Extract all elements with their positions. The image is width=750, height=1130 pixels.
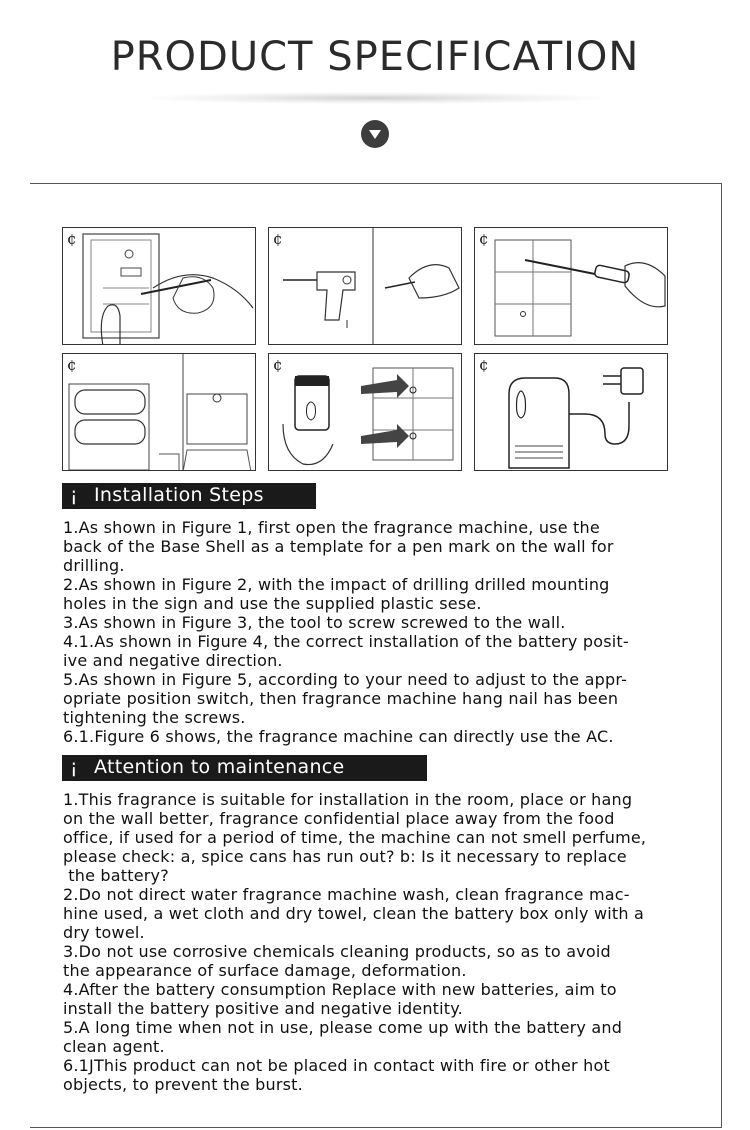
installation-steps-text xyxy=(63,518,683,746)
maintenance-line: 1.This fragrance is suitable for installation in the room, place or hang xyxy=(63,790,633,809)
info-glyph-icon: ¡ xyxy=(70,756,78,778)
maintenance-line: on the wall better, fragrance confidential place away from the food xyxy=(63,809,615,828)
maintenance-text xyxy=(63,790,683,1094)
maintenance-heading-text: Attention to maintenance xyxy=(94,756,345,778)
figure-3-label: ¢ xyxy=(479,230,489,248)
info-glyph-icon: ¡ xyxy=(70,484,78,506)
maintenance-line: dry towel. xyxy=(63,923,145,942)
maintenance-line: objects, to prevent the burst. xyxy=(63,1075,303,1094)
installation-line: 4.1.As shown in Figure 4, the correct installation of the battery posit- xyxy=(63,632,629,651)
figure-2-illustration xyxy=(269,228,462,345)
installation-steps-heading xyxy=(62,483,316,509)
installation-line: back of the Base Shell as a template for a pen mark on the wall for xyxy=(63,537,614,556)
installation-line: holes in the sign and use the supplied plastic sese. xyxy=(63,594,482,613)
figure-1-illustration xyxy=(63,228,256,345)
figure-6 xyxy=(474,353,668,471)
figure-1-label: ¢ xyxy=(67,230,77,248)
maintenance-line: 2.Do not direct water fragrance machine wash, clean fragrance mac- xyxy=(63,885,630,904)
maintenance-line: 6.1JThis product can not be placed in contact with fire or other hot xyxy=(63,1056,610,1075)
figure-3 xyxy=(474,227,668,345)
maintenance-line: 5.A long time when not in use, please come up with the battery and xyxy=(63,1018,623,1037)
installation-line: 5.As shown in Figure 5, according to your need to adjust to the appr- xyxy=(63,670,628,689)
installation-line: ive and negative direction. xyxy=(63,651,283,670)
figure-5 xyxy=(268,353,462,471)
down-triangle-icon xyxy=(361,120,389,148)
installation-line: 3.As shown in Figure 3, the tool to screw screwed to the wall. xyxy=(63,613,566,632)
figure-5-label: ¢ xyxy=(273,356,283,374)
maintenance-line: the battery? xyxy=(63,866,169,885)
figure-4 xyxy=(62,353,256,471)
maintenance-line: the appearance of surface damage, deformation. xyxy=(63,961,467,980)
installation-heading-text: Installation Steps xyxy=(94,484,264,506)
maintenance-heading xyxy=(62,755,427,781)
figure-1 xyxy=(62,227,256,345)
figure-5-illustration xyxy=(269,354,462,471)
maintenance-line: 3.Do not use corrosive chemicals cleaning products, so as to avoid xyxy=(63,942,611,961)
maintenance-line: please check: a, spice cans has run out? b: Is it necessary to replace xyxy=(63,847,627,866)
title-underline-shadow xyxy=(150,92,600,104)
figure-3-illustration xyxy=(475,228,668,345)
installation-line: opriate position switch, then fragrance machine hang nail has been xyxy=(63,689,619,708)
maintenance-line: clean agent. xyxy=(63,1037,165,1056)
figure-2 xyxy=(268,227,462,345)
maintenance-line: hine used, a wet cloth and dry towel, clean the battery box only with a xyxy=(63,904,645,923)
figure-2-label: ¢ xyxy=(273,230,283,248)
page-title: PRODUCT SPECIFICATION xyxy=(110,34,640,80)
maintenance-line: office, if used for a period of time, the machine can not smell perfume, xyxy=(63,828,647,847)
installation-line: 2.As shown in Figure 2, with the impact of drilling drilled mounting xyxy=(63,575,610,594)
installation-line: tightening the screws. xyxy=(63,708,246,727)
figure-6-illustration xyxy=(475,354,668,471)
installation-line: drilling. xyxy=(63,556,125,575)
installation-line: 6.1.Figure 6 shows, the fragrance machine can directly use the AC. xyxy=(63,727,614,746)
figure-6-label: ¢ xyxy=(479,356,489,374)
installation-line: 1.As shown in Figure 1, first open the fragrance machine, use the xyxy=(63,518,600,537)
figure-4-illustration xyxy=(63,354,256,471)
maintenance-line: install the battery positive and negative identity. xyxy=(63,999,463,1018)
figure-4-label: ¢ xyxy=(67,356,77,374)
maintenance-line: 4.After the battery consumption Replace with new batteries, aim to xyxy=(63,980,617,999)
